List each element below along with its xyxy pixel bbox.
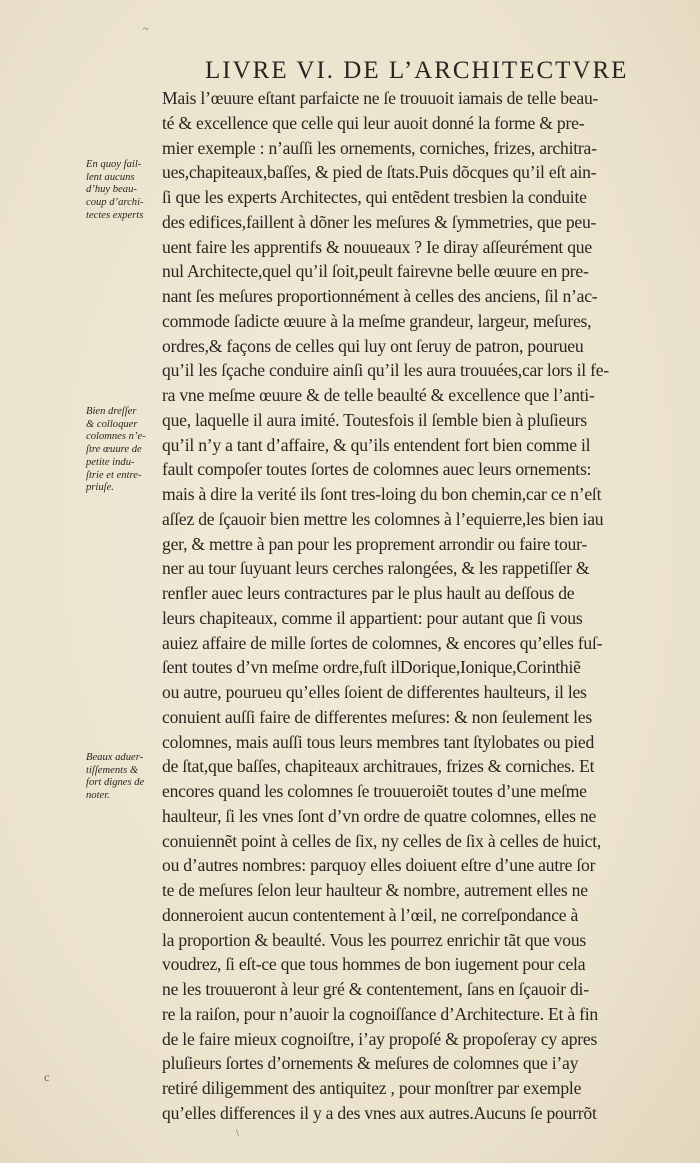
text-line: ner au tour ſuyuant leurs cerches ralongées, & les rappetiſſer & (162, 558, 590, 579)
text-line: ra vne meſme œuure & de telle beaulté & excellence que l’anti- (162, 385, 595, 405)
margin-note-line: d’huy beau- (86, 184, 137, 196)
text-line: nant ſes meſures proportionnément à celles des anciens, ſil n’ac- (162, 286, 598, 306)
text-line: pluſieurs ſortes d’ornements & meſures de colomnes que i’ay (162, 1053, 579, 1074)
text-line: te de meſures ſelon leur haulteur & nombre, autrement elles ne (162, 880, 588, 900)
text-line: retiré diligemment des antiquitez , pour monſtrer par exemple (162, 1078, 582, 1098)
text-line: ou d’autres nombres: parquoy elles doiuent eſtre d’une autre ſor (162, 855, 596, 876)
text-line: conuient auſſi faire de differentes meſures: & non ſeulement les (162, 706, 592, 727)
text-line: Mais l’œuure eſtant parfaicte ne ſe trouuoit iamais de telle beau- (162, 88, 599, 108)
text-line: té & excellence que celle qui leur auoit donné la forme & pre- (162, 112, 585, 133)
margin-note-line: tiſſements & (86, 764, 139, 776)
text-line: mier exemple : n’auſſi les ornements, corniches, frizes, architra- (162, 137, 597, 158)
running-head: LIVRE VI. DE L’ARCHITECTVRE (205, 57, 629, 84)
text-line: commode ſadicte œuure à la meſme grandeur, largeur, meſures, (162, 310, 592, 331)
margin-note (86, 752, 164, 803)
text-line: conuiennẽt point à celles de ſix, ny celles de ſix à celles de huict, (162, 830, 602, 851)
text-line: renfler auec leurs contractures par le plus hault au deſſous de (162, 583, 575, 603)
margin-note-line: noter. (86, 790, 110, 802)
text-line: uent faire les apprentifs & nouueaux ? Ie diray aſſeurément que (162, 236, 592, 257)
margin-note (86, 159, 164, 223)
ink-speck: \ (236, 1128, 239, 1139)
text-line: leurs chapiteaux, comme il appartient: pour autant que ſi vous (162, 607, 583, 628)
text-line: ou autre, pourueu qu’elles ſoient de differentes haulteurs, il les (162, 682, 587, 702)
text-line: ordres,& façons de celles qui luy ont ſeruy de patron, pourueu (162, 335, 584, 356)
text-line: de le faire mieux cognoiſtre, i’ay propoſé & propoſeray cy apres (162, 1028, 598, 1049)
text-line: de ſtat,que baſſes, chapiteaux architraues, frizes & corniches. Et (162, 756, 595, 777)
text-line: mais à dire la verité ils ſont tres-loing du bon chemin,car ce n’eſt (162, 484, 602, 504)
text-line: que, laquelle il aura imité. Toutesfois il ſemble bien à pluſieurs (162, 409, 587, 430)
margin-note (86, 406, 164, 495)
margin-note-line: ſtrie et entre- (86, 469, 142, 481)
text-line: aſſez de ſçauoir bien mettre les colomnes à l’equierre,les bien iau (162, 508, 604, 529)
text-line: auiez affaire de mille ſortes de colomnes, & encores qu’elles fuſ- (162, 632, 603, 653)
text-line: re la raiſon, pour n’auoir la cognoiſſance d’Architecture. Et à fin (162, 1003, 598, 1024)
margin-note-line: tectes experts (86, 209, 144, 221)
text-line: fault compoſer toutes ſortes de colomnes auec leurs ornements: (162, 459, 592, 480)
text-line: ſi que les experts Architectes, qui entẽdent tresbien la conduite (162, 187, 587, 207)
margin-note-line: coup d’archi- (86, 197, 144, 209)
ink-speck: c (44, 1070, 50, 1084)
text-line: qu’il n’y a tant d’affaire, & qu’ils entendent fort bien comme il (162, 434, 591, 455)
margin-note-line: Beaux aduer- (86, 752, 144, 763)
text-line: qu’elles differences il y a des vnes aux autres.Aucuns ſe pourrõt (162, 1102, 597, 1123)
margin-note-line: Bien dreſſer (86, 406, 137, 417)
text-line: ne les trouueront à leur gré & contentement, ſans en ſçauoir di- (162, 979, 589, 999)
body-text (162, 86, 692, 1126)
text-line: encores quand les colomnes ſe trouueroiẽt toutes d’une meſme (162, 781, 587, 801)
margin-note-line: petite indu- (86, 456, 135, 468)
ink-speck: ~ (143, 24, 149, 35)
text-line: voudrez, ſi eſt-ce que tous hommes de bon iugement pour cela (162, 954, 586, 975)
margin-note-line: & colloquer (86, 418, 138, 430)
margin-note-line: priuſe. (86, 482, 114, 494)
margin-note-line: fort dignes de (86, 777, 145, 789)
text-line: ues,chapiteaux,baſſes, & pied de ſtats.Puis dõcques qu’il eſt ain- (162, 162, 597, 183)
margin-note-line: lent aucuns (86, 171, 135, 183)
text-line: la proportion & beaulté. Vous les pourrez enrichir tãt que vous (162, 929, 586, 950)
text-line: qu’il les ſçache conduire ainſi qu’il les aura trouuées,car lors il fe- (162, 360, 609, 381)
margin-note-line: ſtre œuure de (86, 444, 142, 456)
text-line: ger, & mettre à pan pour les proprement arrondir ou faire tour- (162, 533, 587, 554)
text-line: donneroient aucun contentement à l’œil, ne correſpondance à (162, 904, 579, 925)
text-line: haulteur, ſi les vnes ſont d’vn ordre de quatre colomnes, elles ne (162, 805, 597, 826)
text-line: ſent toutes d’vn meſme ordre,fuſt ilDorique,Ionique,Corinthiẽ (162, 657, 581, 678)
text-line: des edifices,faillent à dõner les meſures & ſymmetries, que peu- (162, 211, 597, 232)
margin-note-line: colomnes n’e- (86, 431, 146, 443)
text-line: nul Architecte,quel qu’il ſoit,peult fairevne belle œuure en pre- (162, 261, 589, 282)
text-line: colomnes, mais auſſi tous leurs membres tant ſtylobates ou pied (162, 731, 595, 752)
margin-note-line: En quoy fail- (86, 159, 142, 170)
